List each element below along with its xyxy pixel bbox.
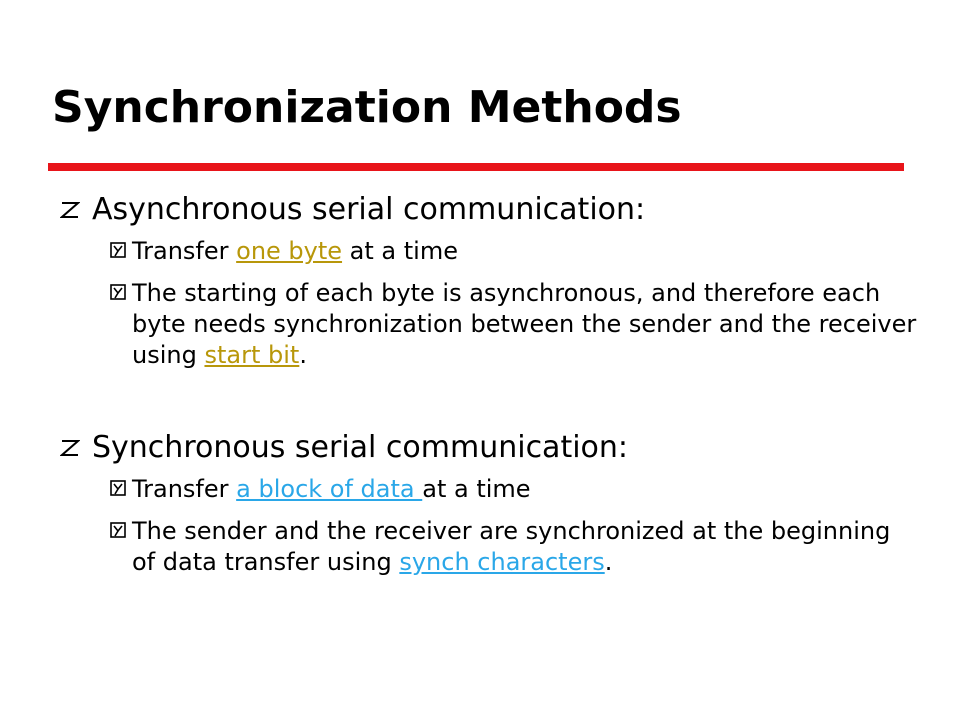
hyperlink-one-byte[interactable]: one byte	[236, 237, 343, 265]
hyperlink-block-of-data[interactable]: a block of data	[236, 475, 423, 503]
checkbox-bullet-icon	[110, 480, 126, 496]
bullet-sync	[60, 426, 920, 470]
checkbox-bullet-icon	[110, 242, 126, 258]
checkbox-bullet-icon	[110, 522, 126, 538]
item-text-end: at a time	[342, 237, 458, 265]
slide-content	[60, 188, 920, 589]
sub-bullet-item	[110, 278, 920, 371]
bullet-z-icon	[60, 200, 80, 220]
title-underline	[48, 163, 904, 171]
checkbox-bullet-icon	[110, 284, 126, 300]
slide-title: Synchronization Methods	[52, 82, 682, 133]
item-text: Transfer	[132, 475, 237, 503]
item-text-end: .	[299, 341, 307, 369]
sub-bullet-item	[110, 516, 920, 578]
hyperlink-start-bit[interactable]: start bit	[204, 341, 300, 369]
item-text: Transfer	[132, 237, 237, 265]
sub-bullet-item	[110, 474, 920, 505]
bullet-z-icon	[60, 438, 80, 458]
sub-bullet-item	[110, 236, 920, 267]
bullet-async	[60, 188, 920, 232]
item-text: The starting of each byte is asynchronous, and therefore each byte needs synchronization between the sender and the receiver using	[132, 279, 917, 369]
section-heading: Asynchronous serial communication:	[92, 192, 646, 227]
hyperlink-synch-characters[interactable]: synch characters	[399, 548, 605, 576]
section-heading: Synchronous serial communication:	[92, 430, 629, 465]
item-text-end: at a time	[422, 475, 531, 503]
item-text: The sender and the receiver are synchronized at the beginning of data transfer using	[132, 517, 891, 576]
item-text-end: .	[604, 548, 613, 576]
